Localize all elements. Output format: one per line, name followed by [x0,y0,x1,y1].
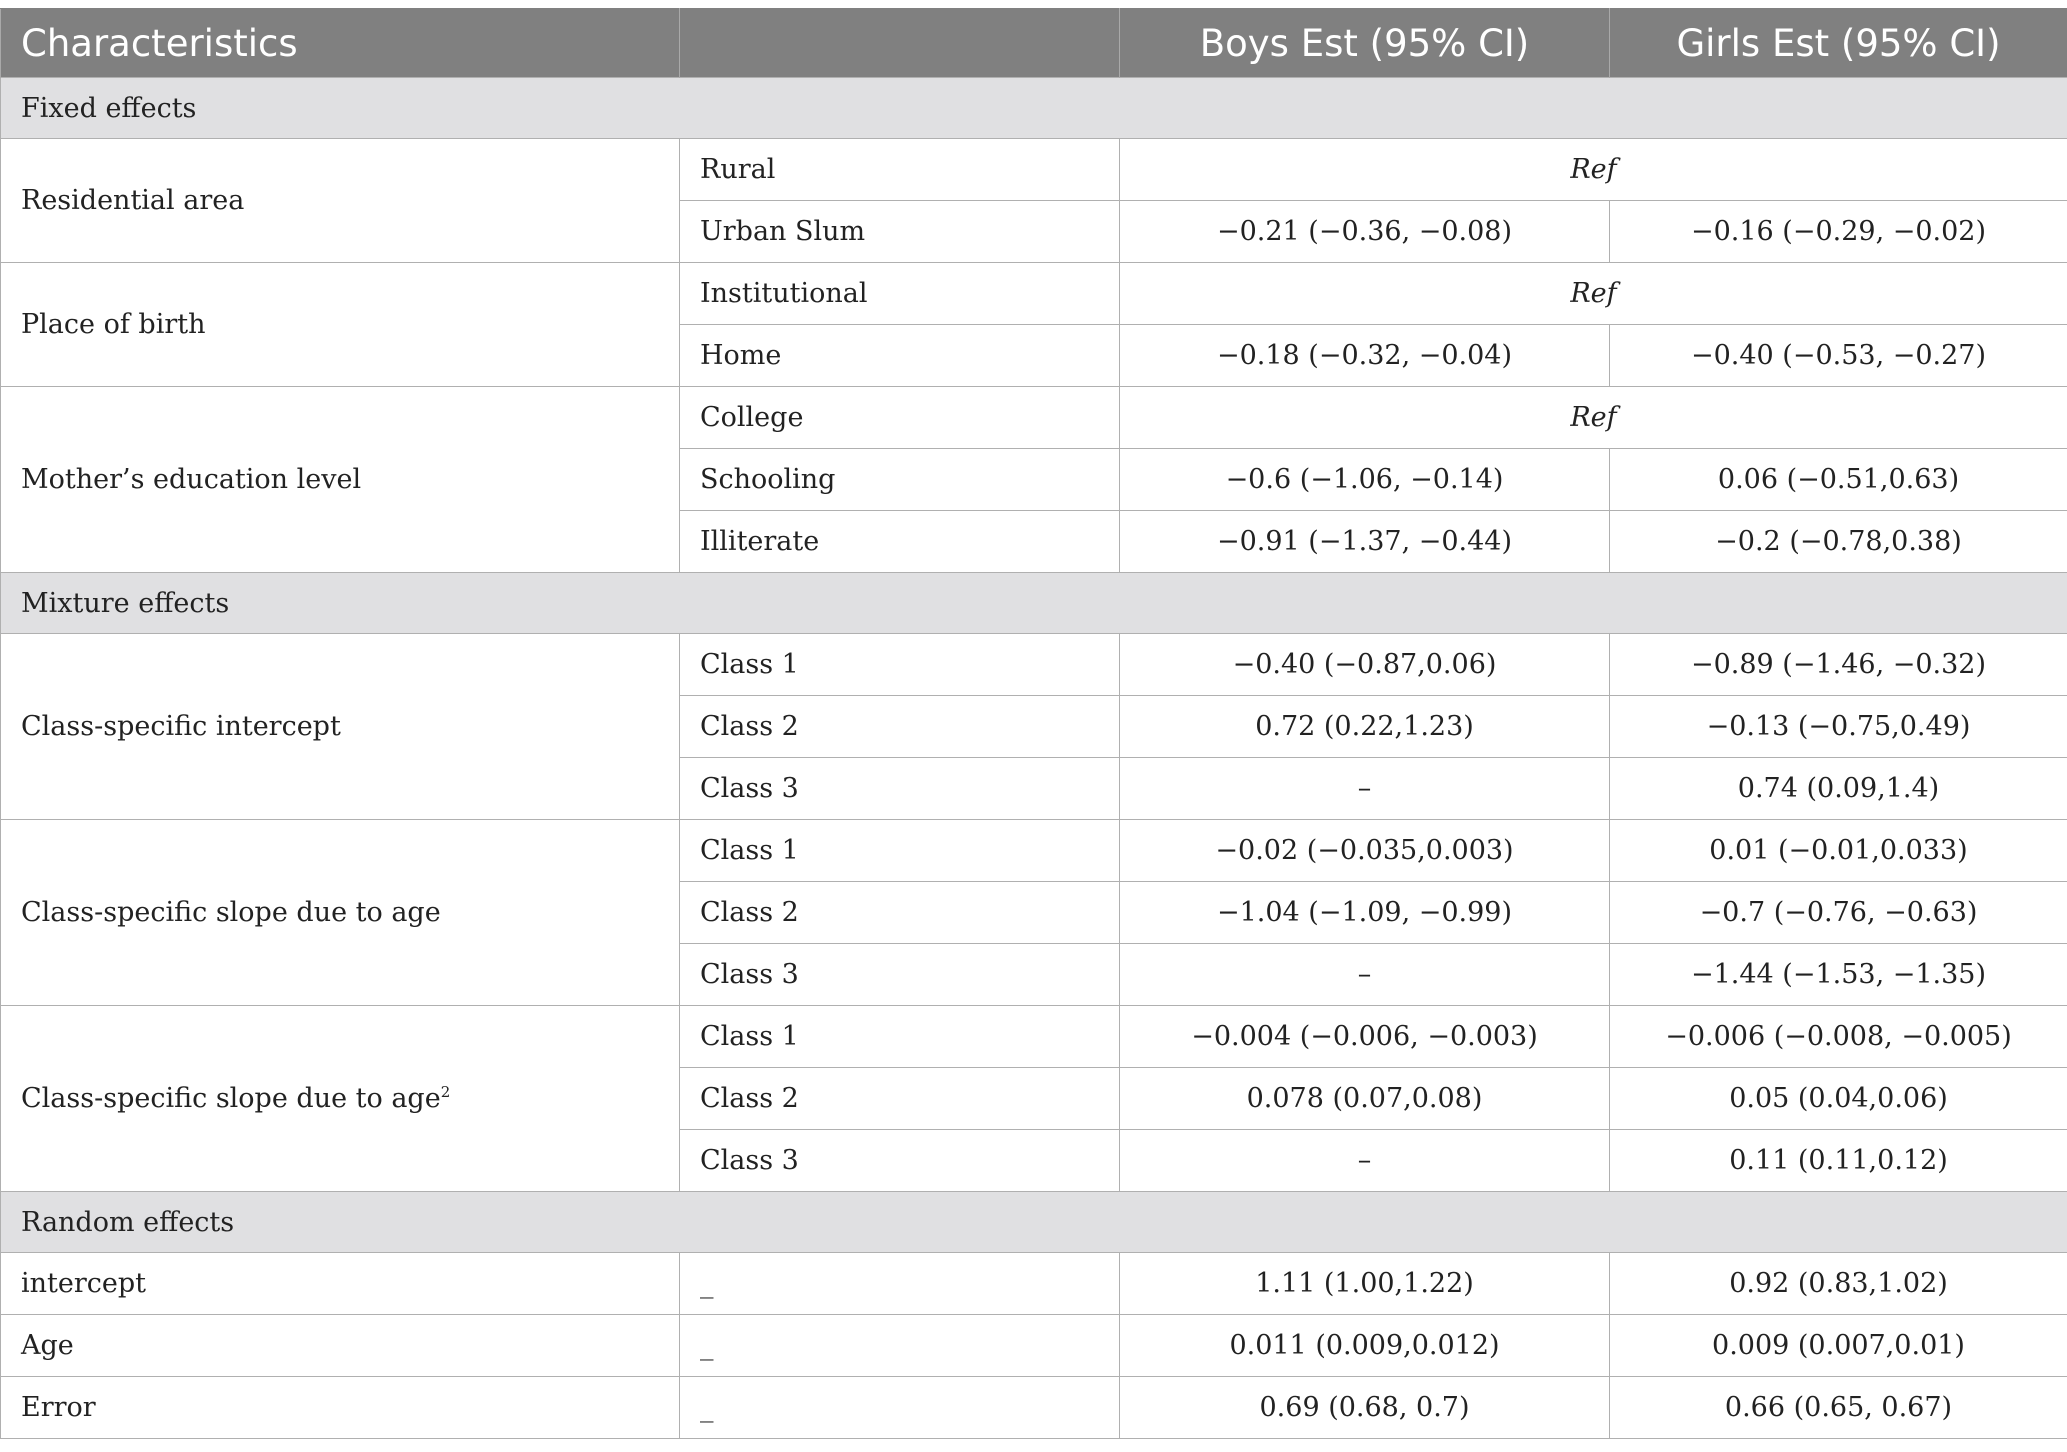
characteristic-random-age: Age [1,1315,680,1377]
boys-value: −0.21 (−0.36, −0.08) [1120,201,1610,263]
header-blank [680,9,1120,78]
boys-value: 0.011 (0.009,0.012) [1120,1315,1610,1377]
level-cell: Schooling [680,449,1120,511]
level-cell: _ [680,1253,1120,1315]
girls-value: −0.89 (−1.46, −0.32) [1610,634,2067,696]
characteristic-birth: Place of birth [1,263,680,387]
boys-value: 0.69 (0.68, 0.7) [1120,1377,1610,1439]
header-characteristics: Characteristics [1,9,680,78]
section-label-random: Random effects [1,1192,2067,1253]
boys-value: – [1120,758,1610,820]
girls-value: 0.01 (−0.01,0.033) [1610,820,2067,882]
level-cell: Class 3 [680,944,1120,1006]
level-cell: College [680,387,1120,449]
boys-value: −0.02 (−0.035,0.003) [1120,820,1610,882]
level-cell: Institutional [680,263,1120,325]
girls-value: 0.92 (0.83,1.02) [1610,1253,2067,1315]
level-cell: Class 3 [680,1130,1120,1192]
boys-value: −0.40 (−0.87,0.06) [1120,634,1610,696]
level-cell: _ [680,1377,1120,1439]
header-row [1,9,2067,78]
girls-value: 0.05 (0.04,0.06) [1610,1068,2067,1130]
level-cell: _ [680,1315,1120,1377]
reference-cell: Ref [1120,139,2067,201]
level-cell: Home [680,325,1120,387]
boys-value: 1.11 (1.00,1.22) [1120,1253,1610,1315]
girls-value: −0.7 (−0.76, −0.63) [1610,882,2067,944]
section-row-mixture [1,573,2067,634]
section-label-mixture: Mixture effects [1,573,2067,634]
girls-value: 0.66 (0.65, 0.67) [1610,1377,2067,1439]
boys-value: −1.04 (−1.09, −0.99) [1120,882,1610,944]
table-row [1,1006,2067,1068]
girls-value: −0.006 (−0.008, −0.005) [1610,1006,2067,1068]
characteristic-intercept: Class-specific intercept [1,634,680,820]
table-row [1,263,2067,325]
girls-value: −0.40 (−0.53, −0.27) [1610,325,2067,387]
girls-value: −1.44 (−1.53, −1.35) [1610,944,2067,1006]
section-row-fixed [1,78,2067,139]
header-girls: Girls Est (95% CI) [1610,9,2067,78]
results-table [0,8,2067,1439]
girls-value: −0.13 (−0.75,0.49) [1610,696,2067,758]
characteristic-slope-age2-label: Class-specific slope due to age [21,1083,441,1114]
level-cell: Illiterate [680,511,1120,573]
characteristic-random-error: Error [1,1377,680,1439]
girls-value: −0.2 (−0.78,0.38) [1610,511,2067,573]
characteristic-education: Mother’s education level [1,387,680,573]
reference-cell: Ref [1120,263,2067,325]
girls-value: 0.11 (0.11,0.12) [1610,1130,2067,1192]
reference-cell: Ref [1120,387,2067,449]
level-cell: Class 3 [680,758,1120,820]
level-cell: Class 1 [680,820,1120,882]
table-row [1,387,2067,449]
table-row [1,820,2067,882]
level-cell: Class 1 [680,1006,1120,1068]
boys-value: 0.72 (0.22,1.23) [1120,696,1610,758]
girls-value: 0.06 (−0.51,0.63) [1610,449,2067,511]
boys-value: – [1120,944,1610,1006]
table-row [1,1253,2067,1315]
level-cell: Rural [680,139,1120,201]
characteristic-random-intercept: intercept [1,1253,680,1315]
boys-value: 0.078 (0.07,0.08) [1120,1068,1610,1130]
characteristic-residential: Residential area [1,139,680,263]
level-cell: Class 2 [680,882,1120,944]
girls-value: 0.009 (0.007,0.01) [1610,1315,2067,1377]
table-row [1,1377,2067,1439]
girls-value: −0.16 (−0.29, −0.02) [1610,201,2067,263]
section-row-random [1,1192,2067,1253]
results-table-container [0,8,2067,1439]
table-row [1,1315,2067,1377]
level-cell: Class 2 [680,1068,1120,1130]
level-cell: Class 2 [680,696,1120,758]
boys-value: −0.18 (−0.32, −0.04) [1120,325,1610,387]
superscript-2: 2 [440,1083,451,1101]
header-boys: Boys Est (95% CI) [1120,9,1610,78]
table-row [1,634,2067,696]
boys-value: −0.91 (−1.37, −0.44) [1120,511,1610,573]
characteristic-slope-age: Class-specific slope due to age [1,820,680,1006]
characteristic-slope-age2 [1,1006,680,1192]
boys-value: – [1120,1130,1610,1192]
boys-value: −0.004 (−0.006, −0.003) [1120,1006,1610,1068]
boys-value: −0.6 (−1.06, −0.14) [1120,449,1610,511]
table-row [1,139,2067,201]
level-cell: Urban Slum [680,201,1120,263]
level-cell: Class 1 [680,634,1120,696]
section-label-fixed: Fixed effects [1,78,2067,139]
girls-value: 0.74 (0.09,1.4) [1610,758,2067,820]
